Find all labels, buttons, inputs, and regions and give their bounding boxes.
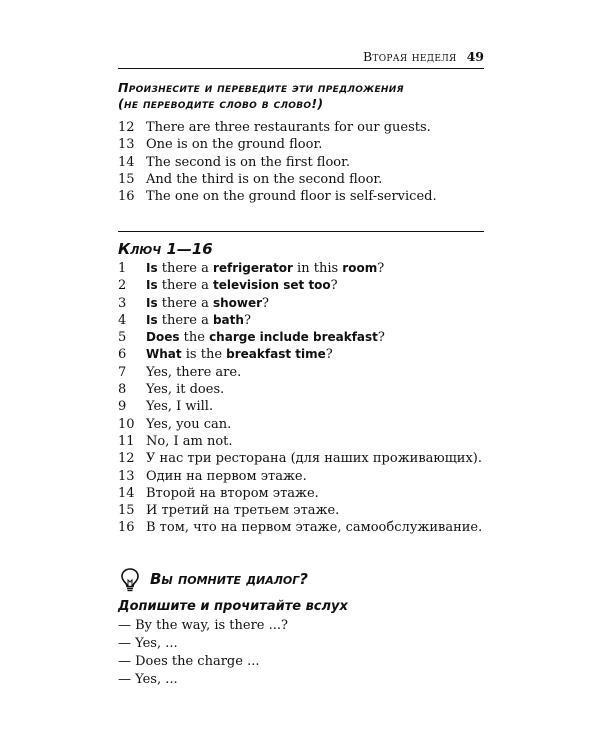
line-number: 10: [118, 416, 135, 432]
page-number: 49: [466, 49, 484, 64]
key-text: the: [179, 330, 210, 346]
key-text: ?: [377, 330, 385, 346]
key-line: [118, 295, 498, 312]
sentence-list: [118, 119, 498, 205]
running-header: [118, 48, 484, 69]
key-text: there a: [157, 312, 213, 328]
key-text: there a: [157, 295, 213, 311]
dialog-line: — Yes, ...: [118, 636, 178, 651]
key-text: ?: [243, 312, 251, 328]
line-number: 9: [118, 399, 127, 415]
key-line: [118, 277, 498, 294]
key-text: И третий на третьем этаже.: [146, 503, 340, 519]
dialog-line: — Does the charge ...: [118, 654, 260, 669]
key-emphasis: breakfast time: [226, 347, 326, 362]
key-emphasis: television set too: [212, 278, 331, 293]
key-text: Yes, it does.: [146, 382, 225, 398]
key-emphasis: bath: [212, 312, 244, 327]
sentence-line: [118, 171, 498, 188]
sentence-line: [118, 188, 498, 205]
key-text: in this: [292, 261, 343, 276]
line-number: 16: [118, 520, 135, 536]
line-text: There are three restaurants for our guests.: [146, 120, 431, 135]
sentence-line: [118, 119, 498, 136]
key-line: [118, 381, 498, 398]
key-emphasis: Is: [146, 295, 158, 310]
line-number: 1: [118, 261, 127, 276]
task-heading-line-1: Произнесите и переведите эти предложения: [118, 80, 404, 95]
key-line: [118, 260, 498, 277]
key-text: No, I am not.: [146, 433, 233, 449]
key-text: Yes, you can.: [146, 416, 232, 432]
line-number: 2: [118, 278, 127, 294]
key-emphasis: room: [342, 261, 378, 275]
key-text: В том, что на первом этаже, самообслуживание.: [146, 520, 483, 536]
key-text: Yes, I will.: [146, 399, 214, 415]
key-line: [118, 519, 498, 536]
line-number: 3: [118, 295, 127, 311]
key-line: [118, 502, 498, 519]
key-text: is the: [181, 347, 227, 363]
line-number: 14: [118, 154, 135, 170]
key-line: [118, 416, 498, 433]
line-number: 12: [118, 451, 135, 467]
key-text: ?: [377, 261, 385, 276]
dialog-lines: [118, 617, 288, 689]
key-emphasis: What: [146, 347, 182, 362]
key-text: Один на первом этаже.: [146, 468, 307, 484]
line-number: 12: [118, 120, 135, 135]
key-line: [118, 468, 498, 485]
line-number: 16: [118, 189, 135, 205]
line-number: 11: [118, 433, 135, 449]
line-number: 7: [118, 364, 127, 380]
key-line: [118, 485, 498, 502]
key-emphasis: Is: [146, 261, 158, 275]
key-emphasis: refrigerator: [212, 261, 293, 275]
line-text: The second is on the first floor.: [146, 154, 351, 170]
key-line: [118, 364, 498, 381]
line-text: The one on the ground floor is self-serviced.: [146, 189, 437, 205]
dialog-title-text: Вы помните диалог?: [150, 570, 308, 588]
dialog-line: — Yes, ...: [118, 672, 178, 687]
key-line: [118, 450, 498, 467]
line-number: 5: [118, 330, 127, 346]
task-heading-line-2: (не переводите слово в слово!): [118, 96, 324, 111]
key-title-range: 1—16: [166, 240, 213, 258]
key-line: [118, 346, 498, 363]
key-text: there a: [157, 278, 213, 294]
key-emphasis: shower: [212, 295, 263, 310]
key-line: [118, 398, 498, 415]
key-text: ?: [325, 347, 333, 363]
key-title: [118, 240, 213, 258]
line-number: 13: [118, 468, 135, 484]
key-title-word: Ключ: [118, 240, 162, 258]
section-divider: [118, 231, 484, 232]
key-emphasis: charge include breakfast: [209, 330, 378, 345]
key-line: [118, 433, 498, 450]
key-text: ?: [330, 278, 338, 294]
key-line: [118, 329, 498, 346]
key-text: there a: [157, 261, 213, 276]
line-number: 15: [118, 503, 135, 519]
dialog-subtitle: Допишите и прочитайте вслух: [118, 599, 348, 614]
key-line: [118, 312, 498, 329]
line-text: And the third is on the second floor.: [146, 171, 383, 187]
chapter-title: Вторая неделя: [362, 49, 457, 64]
line-number: 8: [118, 382, 127, 398]
sentence-line: [118, 136, 498, 153]
key-text: Yes, there are.: [146, 364, 242, 380]
line-number: 4: [118, 312, 127, 328]
line-number: 14: [118, 485, 135, 501]
task-heading: [118, 80, 488, 112]
dialog-line: — By the way, is there ...?: [118, 618, 289, 633]
key-list: [118, 260, 498, 537]
line-number: 6: [118, 347, 127, 363]
line-number: 15: [118, 171, 135, 187]
key-emphasis: Does: [146, 330, 180, 345]
key-text: Второй на втором этаже.: [146, 485, 319, 501]
line-text: One is on the ground floor.: [146, 137, 323, 153]
lightbulb-icon: [120, 567, 140, 593]
key-emphasis: Is: [146, 312, 158, 327]
dialog-title: [150, 570, 308, 588]
key-text: ?: [262, 295, 270, 311]
key-emphasis: Is: [146, 278, 158, 293]
sentence-line: [118, 154, 498, 171]
key-text: У нас три ресторана (для наших проживающих).: [146, 451, 483, 467]
line-number: 13: [118, 137, 135, 153]
